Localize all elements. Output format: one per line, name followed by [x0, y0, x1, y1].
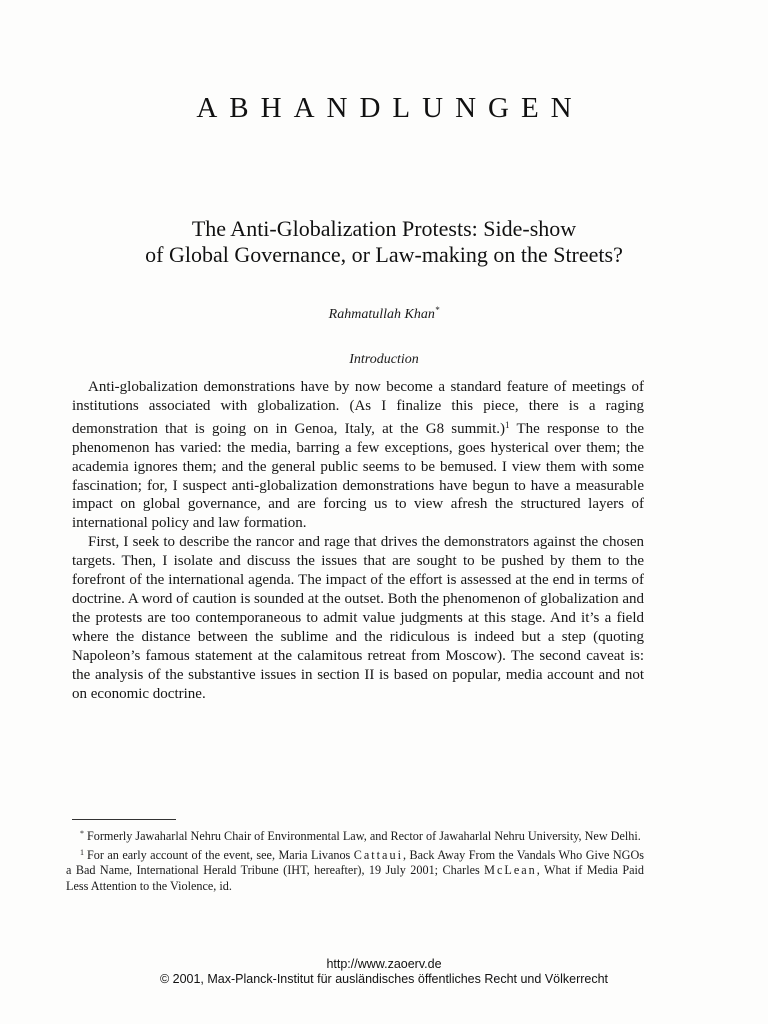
footnote-1-name-mclean: McLean [484, 863, 537, 877]
footnote-1-text-middle: , Back Away From the Vandals Who Give NGOs a Bad Name, International Herald Tribune (IHT, hereafter), 19 July 2001; Charles [66, 847, 645, 877]
footer-url-link[interactable]: http://www.zaoerv.de [326, 957, 442, 971]
footnote-author [66, 826, 644, 845]
paragraph-1-part-2: The response to the phenomenon has varied: the media, barring a few exceptions, goes hysterical over them; the academia ignores them; and the general public seems to be bemused. I view them with some fascination; for, I suspect anti-globalization demonstrations have begun to have a measurable impact on global governance, and are forcing us to view afresh the structured layers of international policy and law formation. [72, 420, 644, 532]
footnote-1-text-before: For an early account of the event, see, Maria Livanos [87, 847, 354, 862]
paragraph-1-footnote-mark: 1 [505, 419, 510, 430]
page-footer [0, 957, 768, 987]
introduction-heading: Introduction [349, 352, 419, 367]
article-title-line-1: The Anti-Globalization Protests: Side-show [191, 216, 577, 241]
paragraph-1-part-1: Anti-globalization demonstrations have by now become a standard feature of meetings of institutions associated with globalization. (As I finalize this piece, there is a raging demonstration that is going on in Genoa, Italy, at the G8 summit.) [72, 379, 644, 437]
footnote-1-text-after: , What if Media Paid Less Attention to the Violence, id. [66, 863, 644, 893]
footnote-1-name-cattaui: Cattaui [353, 847, 403, 862]
footnote-author-mark: * [80, 829, 84, 838]
author-name: Rahmatullah Khan [328, 307, 435, 322]
article-title [0, 216, 768, 268]
footnote-1-mark: 1 [80, 847, 84, 857]
footnote-1 [66, 845, 644, 895]
author-line [0, 305, 768, 323]
footnote-author-text: Formerly Jawaharlal Nehru Chair of Environmental Law, and Rector of Jawaharlal Nehru University, New Delhi. [87, 829, 641, 843]
footnotes [66, 826, 644, 894]
footnote-divider [72, 819, 176, 820]
paragraph-1 [72, 378, 644, 533]
footer-copyright: © 2001, Max-Planck-Institut für ausländisches öffentliches Recht und Völkerrecht [159, 972, 609, 986]
section-heading: ABHANDLUNGEN [196, 92, 584, 124]
author-footnote-mark: * [434, 305, 440, 315]
paragraph-2: First, I seek to describe the rancor and rage that drives the demonstrators against the chosen targets. Then, I isolate and discuss the issues that are sought to be pushed by them to the forefront of the international agenda. The impact of the effort is assessed at the end in terms of doctrine. A word of caution is sounded at the outset. Both the phenomenon of globalization and the protests are too contemporaneous to admit value judgments at this stage. And it’s a field where the distance between the sublime and the ridiculous is indeed but a step (quoting Napoleon’s famous statement at the calamitous retreat from Moscow). The second caveat is: the analysis of the substantive issues in section II is based on popular, media account and not on economic doctrine. [72, 534, 644, 702]
body-text [72, 378, 644, 703]
article-title-line-2: of Global Governance, or Law-making on the Streets? [145, 242, 623, 267]
